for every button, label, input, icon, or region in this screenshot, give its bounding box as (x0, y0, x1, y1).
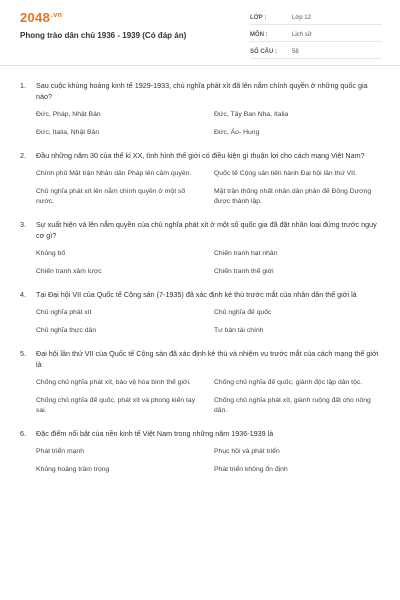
answer-option-c[interactable]: Đức, Italia, Nhật Bản (36, 129, 100, 136)
question-number: 3. (20, 220, 26, 229)
answer-option-b[interactable]: Chủ nghĩa đế quốc (214, 309, 272, 316)
answer-option-d[interactable]: Tư bản tài chính (214, 327, 264, 334)
meta-value: Lớp 12 (292, 14, 311, 21)
answer-option-a[interactable]: Chống chủ nghĩa phát xít, bảo vệ hòa bình thế giới. (36, 379, 191, 386)
answer-option-c[interactable]: Chống chủ nghĩa đế quốc, phát xít và phong kiến tay sai. (36, 397, 196, 414)
answer-option-a[interactable]: Chính phủ Mặt trận Nhân dân Pháp lên cầm quyền. (36, 170, 192, 177)
meta-value: 58 (292, 48, 299, 55)
question-text-row (20, 219, 380, 241)
question-text-row (20, 80, 380, 102)
meta-label: LỚP : (250, 14, 267, 21)
answer-option-d[interactable]: Đức, Áo- Hung (214, 129, 260, 136)
document-title: Phong trào dân chủ 1936 - 1939 (Có đáp án) (20, 31, 187, 40)
answer-option-d[interactable]: Chiến tranh thế giới (214, 268, 274, 275)
question-list (0, 66, 400, 475)
answer-options (20, 110, 380, 138)
question-text: Sự xuất hiện và lên nắm quyền của chủ nghĩa phát xít ở một số quốc gia đã đặt nhân loại đứng trước nguy cơ gì? (36, 220, 377, 240)
question-text: Đầu những năm 30 của thế kỉ XX, tình hình thế giới có điều kiện gì thuận lợi cho cách mạng Việt Nam? (36, 151, 365, 160)
meta-label: SỐ CÂU : (250, 48, 277, 55)
question-number: 4. (20, 290, 26, 299)
answer-option-a[interactable]: Đức, Pháp, Nhật Bản (36, 111, 101, 118)
answer-options (20, 447, 380, 475)
question-number: 5. (20, 349, 26, 358)
answer-option-c[interactable]: Khủng hoảng trầm trọng (36, 466, 110, 473)
answer-option-a[interactable]: Phát triển mạnh (36, 448, 84, 455)
answer-option-b[interactable]: Phục hồi và phát triển (214, 448, 280, 455)
meta-row-subject (250, 28, 382, 42)
answer-option-c[interactable]: Chủ nghĩa phát xít lên nắm chính quyền ở một số nước. (36, 188, 186, 205)
question-number: 1. (20, 81, 26, 90)
answer-options (20, 308, 380, 336)
logo-text: 2048 (20, 10, 51, 25)
question-item (20, 289, 380, 336)
question-text-row (20, 150, 380, 161)
question-item (20, 348, 380, 416)
answer-option-a[interactable]: Chủ nghĩa phát xít (36, 309, 92, 316)
question-text: Tại Đại hội VII của Quốc tế Cộng sản (7-1935) đã xác định kẻ thù trước mắt của nhân dân thế giới là (36, 290, 357, 299)
meta-label: MÔN : (250, 31, 268, 38)
answer-option-b[interactable]: Chống chủ nghĩa đế quốc, giành độc lập dân tộc. (214, 379, 363, 386)
answer-option-a[interactable]: Khủng bố (36, 250, 66, 257)
question-number: 2. (20, 151, 26, 160)
answer-options (20, 249, 380, 277)
document-header (0, 0, 400, 66)
answer-option-b[interactable]: Quốc tế Cộng sản tiến hành Đại hội lần thứ VII. (214, 170, 357, 177)
answer-option-b[interactable]: Chiến tranh hạt nhân (214, 250, 278, 257)
answer-option-c[interactable]: Chiến tranh xâm lược (36, 268, 102, 275)
meta-panel (250, 0, 382, 65)
question-text-row (20, 428, 380, 439)
question-item (20, 219, 380, 277)
question-text: Đại hội lần thứ VII của Quốc tế Cộng sản đã xác định kẻ thù và nhiệm vụ trước mắt của cách mạng thế giới là (36, 349, 379, 369)
question-item (20, 428, 380, 475)
meta-value: Lịch sử (292, 31, 312, 38)
question-text: Đặc điểm nổi bật của nền kinh tế Việt Nam trong những năm 1936-1939 là (36, 429, 274, 438)
answer-option-d[interactable]: Mặt trận thống nhất nhân dân phản đế Đông Dương được thành lập. (214, 188, 372, 205)
brand-block (20, 0, 186, 65)
answer-options (20, 169, 380, 207)
question-text-row (20, 289, 380, 300)
question-number: 6. (20, 429, 26, 438)
question-text-row (20, 348, 380, 370)
answer-option-d[interactable]: Chống chủ nghĩa phát xít, giành ruộng đất cho nông dân. (214, 397, 371, 414)
meta-row-class (250, 11, 382, 25)
question-item (20, 80, 380, 138)
answer-option-b[interactable]: Đức, Tây Ban Nha, Italia (214, 111, 289, 118)
question-text: Sau cuộc khủng hoảng kinh tế 1929-1933, chủ nghĩa phát xít đã lên nắm chính quyền ở những quốc gia nào? (36, 81, 368, 101)
question-item (20, 150, 380, 207)
answer-option-d[interactable]: Phát triển không ổn định (214, 466, 288, 473)
answer-options (20, 378, 380, 416)
logo-suffix: .vn (51, 11, 63, 19)
answer-option-c[interactable]: Chủ nghĩa thực dân (36, 327, 97, 334)
meta-row-count (250, 45, 382, 59)
site-logo[interactable] (20, 10, 186, 25)
